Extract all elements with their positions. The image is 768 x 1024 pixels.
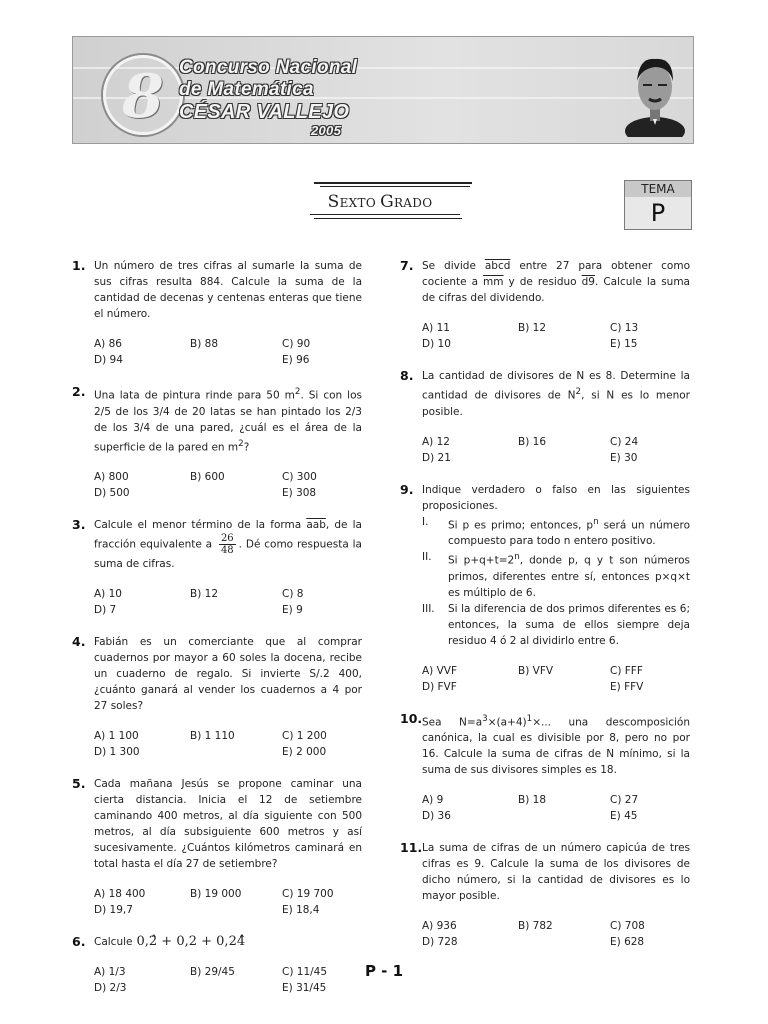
- answer-options: [94, 586, 362, 618]
- superscript: 2: [294, 387, 301, 397]
- question-number: 5.: [72, 776, 86, 791]
- question-number: 10.: [400, 710, 423, 726]
- text-segment: y de residuo: [503, 276, 582, 288]
- question-7: [400, 258, 690, 352]
- option: A) 10: [94, 588, 122, 600]
- option: E) 15: [610, 338, 638, 350]
- option: A) 11: [422, 322, 450, 334]
- grade-title-part: EXTO: [339, 196, 381, 210]
- option: C) 90: [282, 338, 311, 350]
- question-text: [94, 384, 362, 455]
- question-number: 11.: [400, 840, 423, 855]
- tema-label: TEMA: [625, 181, 691, 197]
- banner-title-line2: de Matemática: [179, 79, 314, 100]
- option: A) 18 400: [94, 888, 146, 900]
- text-segment: ?: [243, 441, 250, 453]
- title-rule: [314, 218, 462, 219]
- superscript: 3: [482, 713, 488, 724]
- title-rule: [310, 214, 460, 215]
- option: C) 8: [282, 588, 304, 600]
- text-segment: ×... una descomposición canónica, la cual es divisible por 8, pero no por 16. Calcule la suma de cifras de N mínimo, si la suma de sus divisores simples es 18.: [422, 716, 691, 776]
- page-number: P - 1: [364, 962, 404, 980]
- question-1: [72, 258, 362, 368]
- contest-logo: [103, 55, 183, 135]
- question-text: [422, 368, 690, 420]
- text-segment: Una lata de pintura rinde para 50 m: [94, 389, 295, 402]
- proposition-text: [448, 514, 690, 550]
- option: B) 18: [518, 794, 546, 806]
- option: C) 24: [610, 435, 639, 448]
- question-number: 6.: [72, 934, 86, 949]
- text-segment: Si p es primo; entonces, p: [448, 519, 594, 531]
- option: [190, 980, 282, 996]
- option: E) 308: [282, 487, 317, 499]
- question-9: [400, 482, 690, 695]
- grade-title-part: G: [380, 192, 394, 212]
- option: B) 600: [190, 471, 225, 483]
- option: A) 800: [94, 471, 129, 483]
- option: D) 21: [422, 451, 451, 464]
- banner-year: 2005: [311, 123, 342, 138]
- option: D) 1 300: [94, 746, 140, 758]
- option: E) 18,4: [282, 904, 320, 916]
- option: [190, 744, 282, 760]
- question-text: Cada mañana Jesús se propone caminar una cierta distancia. Inicia el 12 de setiembre caminando 400 metros, al día siguiente con 500 metros, al día subsiguiente 600 metros y así sucesivamente. ¿Cuántos kilómetros caminará en total hasta el día 27 de setiembre?: [94, 778, 362, 870]
- option: [190, 902, 282, 918]
- title-rule: [314, 182, 472, 184]
- option: D) 94: [94, 354, 123, 366]
- text-segment: Si p+q+t=2: [448, 554, 515, 567]
- option: A) VVF: [422, 664, 458, 677]
- superscript: n: [593, 516, 599, 527]
- option: D) 2/3: [94, 982, 127, 994]
- option: [190, 352, 282, 368]
- right-column: [400, 258, 690, 950]
- answer-options: [422, 320, 690, 352]
- proposition-item: [422, 514, 690, 550]
- proposition-list: [422, 514, 690, 649]
- text-segment: ×(a+4): [487, 716, 527, 728]
- grade-title: [300, 192, 460, 212]
- answer-options: [94, 336, 362, 368]
- answer-options: [422, 663, 690, 695]
- answer-options: [94, 728, 362, 760]
- banner-title-line1: Concurso Nacional: [179, 57, 358, 78]
- text-segment: , de la fracción equivalente a: [94, 519, 362, 551]
- option: B) 29/45: [190, 966, 235, 978]
- option: C) 13: [610, 322, 639, 334]
- option: A) 12: [422, 435, 450, 448]
- proposition-item: [422, 601, 690, 649]
- answer-options: [94, 886, 362, 918]
- overlined-number: $\overline{aab}$: [306, 519, 326, 531]
- grade-title-part: RADO: [393, 196, 433, 210]
- option: A) 1 100: [94, 730, 139, 742]
- option: D) 36: [422, 810, 451, 822]
- question-text: Un número de tres cifras al sumarle la suma de sus cifras resulta 884. Calcule la suma de la cantidad de decenas y centenas enteras que tiene el número.: [94, 260, 362, 320]
- overlined-number: $\overline{mm}$: [483, 276, 504, 288]
- text-segment: , donde p, q y t son números primos, diferentes entre sí, entonces p×q×t es múltiplo de 6.: [448, 554, 690, 599]
- option: [518, 679, 610, 695]
- option: C) 300: [282, 471, 317, 483]
- option: C) 708: [610, 920, 645, 932]
- option: A) 9: [422, 794, 444, 806]
- banner-title-line3: CÉSAR VALLEJO: [179, 101, 350, 123]
- option: E) 31/45: [282, 982, 327, 994]
- option: D) 10: [422, 338, 451, 350]
- option: C) 27: [610, 794, 639, 806]
- text-segment: . Calcule la suma de cifras del dividendo.: [422, 276, 690, 304]
- question-2: [72, 384, 362, 501]
- option: B) 782: [518, 920, 553, 932]
- grade-title-part: S: [327, 192, 340, 212]
- left-column: [72, 258, 362, 996]
- option: E) 628: [610, 936, 645, 948]
- option: B) 12: [190, 588, 218, 600]
- question-number: 9.: [400, 481, 414, 497]
- question-number: 3.: [72, 517, 86, 532]
- fraction-denominator: 48: [220, 545, 234, 556]
- tema-box: [624, 180, 692, 230]
- superscript: n: [514, 552, 520, 562]
- text-segment: será un número compuesto para todo n entero positivo.: [448, 519, 690, 547]
- option: B) 88: [190, 338, 218, 350]
- text-segment: Se divide: [422, 260, 485, 272]
- text-segment: entre 27 para obtener como cociente a: [422, 260, 691, 288]
- question-text: Fabián es un comerciante que al comprar cuadernos por mayor a 60 soles la docena, recibe un cuaderno de regalo. Si invierte S/.2 400, ¿cuánto ganará al vender los cuadernos a 4 por 27 soles?: [94, 636, 362, 712]
- superscript: 2: [238, 438, 244, 449]
- option: D) 7: [94, 604, 117, 616]
- question-number: 8.: [400, 368, 414, 383]
- option: B) VFV: [518, 664, 554, 677]
- option: A) 936: [422, 920, 457, 932]
- question-number: 2.: [72, 384, 86, 399]
- option: B) 16: [518, 435, 546, 448]
- question-text: [422, 711, 690, 779]
- logo-digit: 8: [122, 62, 164, 132]
- question-text: La suma de cifras de un número capicúa de tres cifras es 9. Calcule la suma de los divisores de dicho número, si la cantidad de divisores es lo mayor posible.: [422, 842, 690, 902]
- option: E) 9: [282, 604, 303, 616]
- option: D) FVF: [422, 680, 457, 693]
- question-number: 4.: [72, 634, 86, 649]
- answer-options: [422, 434, 690, 466]
- overlined-number: abcd: [484, 260, 511, 272]
- question-text: [94, 934, 362, 950]
- text-segment: . Dé como respuesta la suma de cifras.: [94, 538, 362, 570]
- option: D) 728: [422, 936, 458, 948]
- question-text: [94, 517, 362, 572]
- fraction-numerator: 26: [220, 533, 234, 544]
- superscript: 1: [526, 713, 533, 724]
- option: [518, 450, 610, 466]
- option: E) 30: [610, 451, 638, 464]
- question-text: [422, 258, 690, 306]
- option: C) 11/45: [282, 966, 328, 978]
- option: [190, 485, 282, 501]
- answer-options: [94, 469, 362, 501]
- proposition-number: I.: [422, 515, 429, 528]
- option: B) 19 000: [190, 888, 242, 900]
- option: A) 86: [94, 338, 122, 350]
- option: C) 19 700: [282, 888, 334, 900]
- math-expression: 0,2̂ + 0,2 + 0,24̂: [136, 934, 246, 949]
- proposition-item: [422, 549, 690, 601]
- overlined-number: d9: [581, 276, 595, 288]
- text-segment: Calcule: [94, 936, 133, 948]
- question-8: [400, 368, 690, 466]
- option: A) 1/3: [94, 966, 126, 978]
- question-5: [72, 776, 362, 918]
- question-11: [400, 840, 690, 950]
- answer-options: [422, 792, 690, 824]
- proposition-text: Si la diferencia de dos primos diferentes es 6; entonces, la suma de ellos siempre deja residuo 4 ó 2 al dividirlo entre 6.: [448, 602, 690, 647]
- option: B) 1 110: [190, 730, 235, 742]
- question-3: [72, 517, 362, 618]
- text-segment: . Si con los 2/5 de los 3/4 de 20 latas se han pintado los 2/3 de los 3/4 de una pared, ¿cuál es el área de la superficie de la pared en m: [94, 389, 362, 453]
- option: E) 2 000: [282, 746, 327, 758]
- option: [518, 808, 610, 824]
- option: B) 12: [518, 322, 546, 334]
- option: C) 1 200: [282, 730, 327, 742]
- question-text: Indique verdadero o falso en las siguientes proposiciones.: [422, 483, 690, 512]
- title-rule: [320, 186, 470, 187]
- proposition-text: [448, 549, 690, 601]
- tema-letter: P: [650, 199, 666, 227]
- option: E) FFV: [610, 680, 644, 693]
- fraction: [219, 533, 236, 556]
- contest-banner: [72, 36, 694, 144]
- option: [518, 934, 610, 950]
- proposition-number: III.: [422, 602, 435, 615]
- option: C) FFF: [610, 664, 643, 677]
- question-number: 1.: [72, 258, 86, 273]
- question-number: 7.: [400, 258, 414, 273]
- option: E) 45: [610, 810, 638, 822]
- text-segment: La cantidad de divisores de N es 8. Determine la cantidad de divisores de N: [422, 370, 690, 402]
- portrait-image: [623, 47, 687, 137]
- superscript: 2: [575, 387, 582, 397]
- question-4: [72, 634, 362, 760]
- option: D) 500: [94, 487, 130, 499]
- text-segment: Calcule el menor término de la forma: [94, 519, 307, 531]
- text-segment: , si N es lo menor posible.: [422, 389, 690, 418]
- question-10: [400, 711, 690, 825]
- option: [190, 602, 282, 618]
- option: D) 19,7: [94, 904, 133, 916]
- option: E) 96: [282, 354, 310, 366]
- proposition-number: II.: [422, 551, 432, 563]
- text-segment: Sea N=a: [422, 716, 483, 728]
- option: [518, 336, 610, 352]
- answer-options: [422, 918, 690, 950]
